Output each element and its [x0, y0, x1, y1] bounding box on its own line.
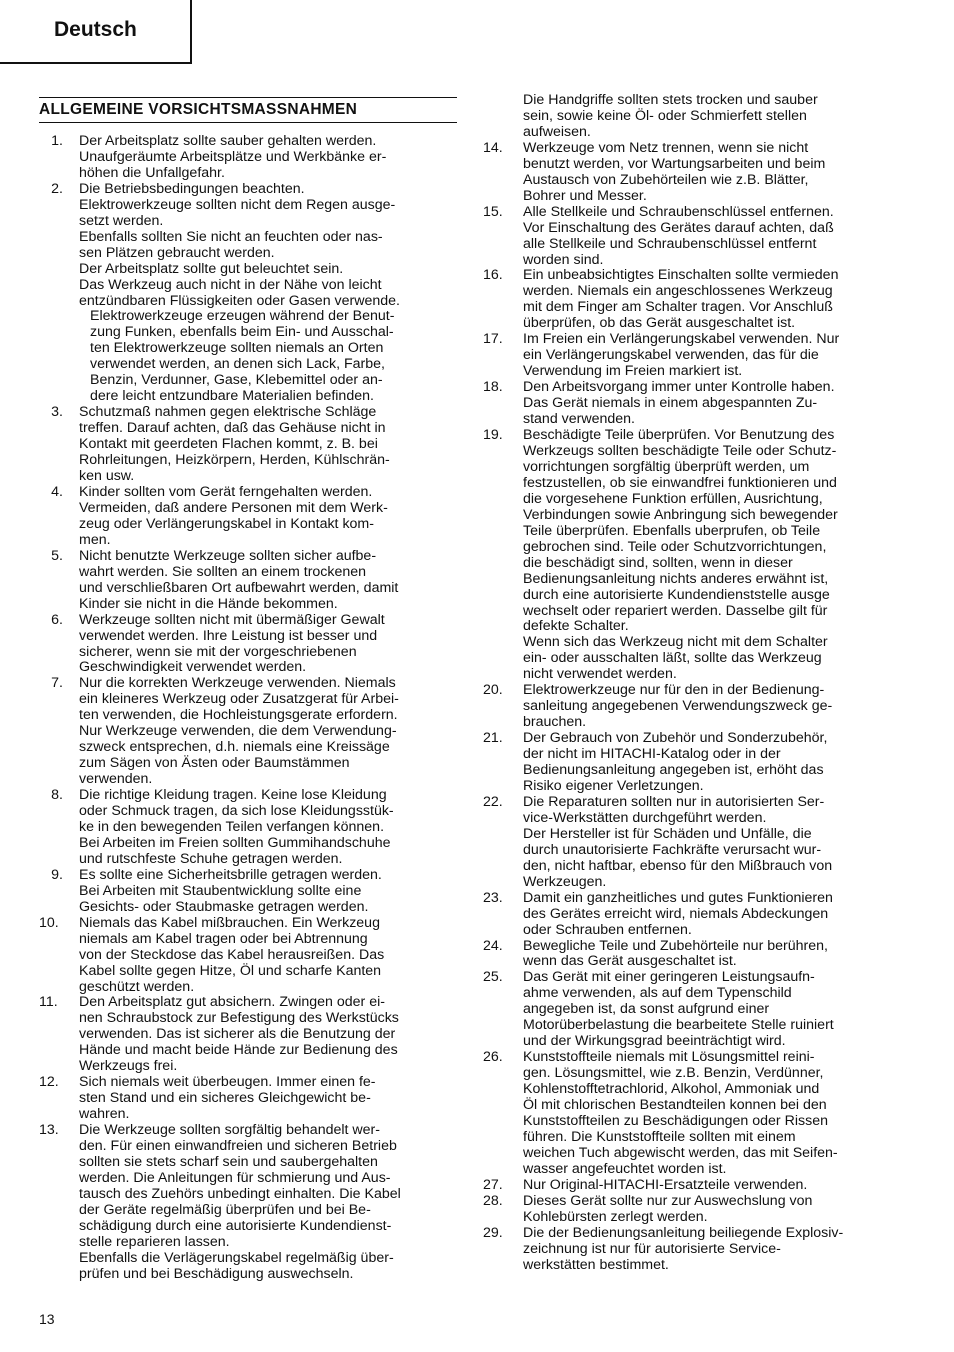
item-number: 11. [39, 994, 58, 1011]
item-number: 25. [483, 969, 503, 986]
item-text: Damit ein ganzheitliches und gutes Funktionieren des Gerätes erreicht wird, niemals Abdeckungen oder Schrauben entfernen. [523, 889, 833, 938]
list-item [483, 141, 901, 205]
item-text: Die richtige Kleidung tragen. Keine lose Kleidung oder Schmuck tragen, da sich lose Kleidungsstük- ke in den bewegenden Teilen verfangen können. Bei Arbeiten im Freien sollten Gummihandschuhe und rutschfeste Schuhe getragen werden. [79, 787, 394, 867]
item-text: Beschädigte Teile überprüfen. Vor Benutzung des Werkzeugs sollten beschädigte Teile oder Schutz- vorrichtungen sorgfältig überprüft werden, um festzustellen, ob sie einwandfrei funktionieren und die vorgesehene Funktion erfüllen, Ausrichtung, Verbindungen sowie Anbringung sich bewegender Teile überprüfen. Ebenfalls uberprufen, ob Teile gebrochen sind. Teile oder Schutzvorrichtungen, die beschädigt sind, sollten, wenn in dieser Bedienungsanleitung nichts anderes erwähnt ist, durch eine autorisierte Kundendienststelle ausge wechselt oder repariert werden. Dasselbe gilt für defekte Schalter. Wenn sich das Werkzeug nicht mit dem Schalter ein- oder ausschalten läßt, sollte das Werkzeug nicht verwendet werden. [523, 427, 838, 683]
item-text: Werkzeuge sollten nicht mit übermäßiger Gewalt verwendet werden. Ihre Leistung ist besser und sicherer, wenn sie mit der vorgeschriebenen Geschwindigkeit verwendet werden. [79, 611, 385, 676]
item-number: 16. [483, 267, 503, 284]
item-text: Elektrowerkzeuge nur für den in der Bedienung- sanleitung angegebenen Verwendungszweck ge- brauchen. [523, 682, 833, 731]
list-item [39, 1123, 457, 1283]
item-number: 19. [483, 427, 503, 444]
item-number: 5. [51, 547, 63, 564]
list-item [39, 916, 457, 996]
list-item [483, 428, 901, 683]
language-label: Deutsch [54, 18, 137, 41]
item-number: 8. [51, 787, 63, 804]
right-column [483, 93, 901, 1274]
item-number: 14. [483, 139, 503, 156]
item-number: 29. [483, 1224, 503, 1241]
list-item [39, 995, 457, 1075]
item-number: 12. [39, 1074, 59, 1091]
continuation-text [483, 93, 901, 141]
list-item [483, 1050, 901, 1178]
list-item [483, 380, 901, 428]
item-text: Nur Original-HITACHI-Ersatzteile verwenden. [523, 1176, 808, 1193]
item-text: Das Gerät mit einer geringeren Leistungsaufn- ahme verwenden, als auf dem Typenschild angegeben ist, da sonst aufgrund einer Motorüberbelastung die bearbeitete Stelle ruiniert und der Wirkungsgrad beeinträchtigt wird. [523, 969, 834, 1050]
item-number: 27. [483, 1176, 503, 1193]
item-text: Werkzeuge vom Netz trennen, wenn sie nicht benutzt werden, vor Wartungsarbeiten und beim Austausch von Zubehörteilen wie z.B. Blätter, Bohrer und Messer. [523, 139, 826, 204]
item-text: Kunststoffteile niemals mit Lösungsmittel reini- gen. Lösungsmittel, wie z.B. Benzin, Verdünner, Kohlenstofftetrachlorid, Alkohol, Ammoniak und Öl mit chlorischen Bestandteilen konnen bei den Kunststoffteilen zu Beschädigungen oder Rissen führen. Die Kunststoffteile sollten mit einem weichen Tuch abgewischt werden, das mit Seifen- wasser angefeuchtet worden ist. [523, 1049, 838, 1177]
item-text: Der Arbeitsplatz sollte sauber gehalten werden. Unaufgeräumte Arbeitsplätze und Werkbänke er- höhen die Unfallgefahr. [79, 133, 387, 181]
item-text: Sich niemals weit überbeugen. Immer einen fe- sten Stand und ein sicheres Gleichgewicht be- wahren. [79, 1074, 376, 1123]
item-number: 13. [39, 1122, 59, 1139]
item-number: 3. [51, 404, 63, 421]
item-text: Ein unbeabsichtigtes Einschalten sollte vermieden werden. Niemals ein angeschlossenes Werkzeug mit dem Finger am Schalter tragen. Vor Anschluß überprüfen, ob das Gerät ausgeschaltet ist. [523, 267, 839, 332]
item-text: Die Werkzeuge sollten sorgfältig behandelt wer- den. Für einen einwandfreien und sicheren Betrieb sollten sie stets scharf sein und saubergehalten werden. Die Anleitungen für schmierung und Aus- tausch des Zuehörs unbedingt einhalten. Die Kabel der Geräte regelmäßig überprüfen und bei Be- schädigung durch eine autorisierte Kundendienst- stelle reparieren lassen. Ebenfalls die Verlägerungskabel regelmäßig über- prüfen und bei Beschädigung auswechseln. [79, 1122, 401, 1282]
list-item [39, 182, 457, 405]
list-item [39, 868, 457, 916]
item-text: Den Arbeitsplatz gut absichern. Zwingen oder ei- nen Schraubstock zur Befestigung des Werkstücks verwenden. Das ist sicherer als die Benutzung der Hände und macht beide Hände zur Bedienung des Werkzeugs frei. [79, 994, 399, 1075]
item-number: 26. [483, 1049, 503, 1066]
list-item [483, 970, 901, 1050]
list-item [39, 788, 457, 868]
item-text: Der Gebrauch von Zubehör und Sonderzubehör, der nicht im HITACHI-Katalog oder in der Bedienungsanleitung angegeben ist, erhöht das Risiko eigener Verletzungen. [523, 730, 828, 794]
item-text: Dieses Gerät sollte nur zur Auswechslung von Kohlebürsten zerlegt werden. [523, 1192, 813, 1225]
item-indented-text: Elektrowerkzeuge erzeugen während der Benut- zung Funken, ebenfalls beim Ein- und Ausschal- ten Elektrowerkzeuge sollten niemals an Orten verwendet werden, an denen sich Lack, Farbe, Benzin, Verdunner, Gase, Klebemittel oder an- dere leicht entzundbare Materialien befinden. [90, 308, 395, 405]
list-item [483, 1178, 901, 1194]
language-tab [0, 0, 192, 64]
list-item [483, 683, 901, 731]
continuation-paragraph: Die Handgriffe sollten stets trocken und sauber sein, sowie keine Öl- oder Schmierfett stellen aufweisen. [523, 92, 818, 140]
item-text: Es sollte eine Sicherheitsbrille getragen werden. Bei Arbeiten mit Staubentwicklung sollte eine Gesichts- oder Staubmaske getragen werden. [79, 866, 382, 915]
list-item [483, 332, 901, 380]
list-item [483, 205, 901, 269]
list-item [39, 485, 457, 549]
item-text: Bewegliche Teile und Zubehörteile nur berühren, wenn das Gerät ausgeschaltet ist. [523, 937, 828, 970]
left-column [39, 134, 457, 1283]
item-number: 2. [51, 180, 63, 197]
list-item [39, 1075, 457, 1123]
item-text: Die Betriebsbedingungen beachten. Elektrowerkzeuge sollten nicht dem Regen ausge- setzt werden. Ebenfalls sollten Sie nicht an feuchten oder nas- sen Plätzen gebraucht werden. Der Arbeitsplatz sollte gut beleuchtet sein. Das Werkzeug auch nicht in der Nähe von leicht entzündbaren Flüssigkeiten oder Gasen verwende. [79, 180, 400, 309]
item-text: Niemals das Kabel mißbrauchen. Ein Werkzeug niemals am Kabel tragen oder bei Abtrennung von der Steckdose das Kabel herausreißen. Das Kabel sollte gegen Hitze, Öl und scharfe Kanten geschützt werden. [79, 914, 385, 995]
item-number: 1. [51, 133, 63, 149]
list-item [483, 731, 901, 795]
item-number: 7. [51, 675, 63, 692]
item-number: 10. [39, 914, 59, 931]
item-text: Schutzmaß nahmen gegen elektrische Schläge treffen. Darauf achten, daß das Gehäuse nicht in Kontakt mit geerdeten Flachen kommt, z. B. bei Rohrleitungen, Heizkörpern, Herden, Kühlschrän- ken usw. [79, 404, 390, 485]
list-item [483, 1226, 901, 1274]
list-item [39, 134, 457, 182]
list-item [39, 613, 457, 677]
list-item [39, 549, 457, 613]
list-item [39, 405, 457, 485]
item-number: 28. [483, 1192, 503, 1209]
item-text: Nicht benutzte Werkzeuge sollten sicher aufbe- wahrt werden. Sie sollten an einem trockenen und verschließbaren Ort aufbewahrt werden, damit Kinder sie nicht in die Hände bekommen. [79, 547, 399, 612]
item-number: 17. [483, 331, 503, 348]
item-text: Kinder sollten vom Gerät ferngehalten werden. Vermeiden, daß andere Personen mit dem Werk- zeug oder Verlängerungskabel in Kontakt kom- men. [79, 483, 388, 548]
section-title: ALLGEMEINE VORSICHTSMASSNAHMEN [39, 97, 457, 123]
item-number: 20. [483, 682, 503, 699]
item-number: 9. [51, 866, 63, 883]
item-text: Die der Bedienungsanleitung beiliegende Explosiv- zeichnung ist nur für autorisierte Service- werkstätten bestimmet. [523, 1224, 844, 1273]
item-text: Im Freien ein Verlängerungskabel verwenden. Nur ein Verlängerungskabel verwenden, das für die Verwendung im Freien markiert ist. [523, 331, 840, 380]
list-item [483, 939, 901, 971]
list-item [39, 676, 457, 788]
list-item [483, 1194, 901, 1226]
item-text: Den Arbeitsvorgang immer unter Kontrolle haben. Das Gerät niemals in einem abgespannten Zu- stand verwenden. [523, 379, 835, 428]
list-item [483, 891, 901, 939]
item-number: 23. [483, 889, 503, 906]
right-items [483, 141, 901, 1274]
item-text: Die Reparaturen sollten nur in autorisierten Ser- vice-Werkstätten durchgeführt werden. Der Hersteller ist für Schäden und Unfälle, die durch unautorisierte Fachkräfte verursacht wur- den, nicht haftbar, ebenso für den Mißbrauch von Werkzeugen. [523, 793, 833, 890]
item-number: 4. [51, 483, 63, 500]
item-number: 6. [51, 611, 63, 628]
item-number: 21. [483, 730, 503, 747]
item-text: Alle Stellkeile und Schraubenschlüssel entfernen. Vor Einschaltung des Gerätes darauf achten, daß alle Stellkeile und Schraubenschlüssel entfernt worden sind. [523, 203, 834, 268]
item-number: 18. [483, 379, 503, 396]
list-item [483, 268, 901, 332]
page-number: 13 [39, 1311, 55, 1327]
list-item [483, 795, 901, 891]
item-number: 24. [483, 937, 503, 954]
item-text: Nur die korrekten Werkzeuge verwenden. Niemals ein kleineres Werkzeug oder Zusatzgerat für Arbei- ten verwenden, die Hochleistungsgerate erfordern. Nur Werkzeuge verwenden, die dem Verwendung- szweck entsprechen, d.h. niemals eine Kreissäge zum Sägen von Ästen oder Baumstämmen verwenden. [79, 675, 399, 788]
item-number: 22. [483, 793, 503, 810]
item-number: 15. [483, 203, 503, 220]
